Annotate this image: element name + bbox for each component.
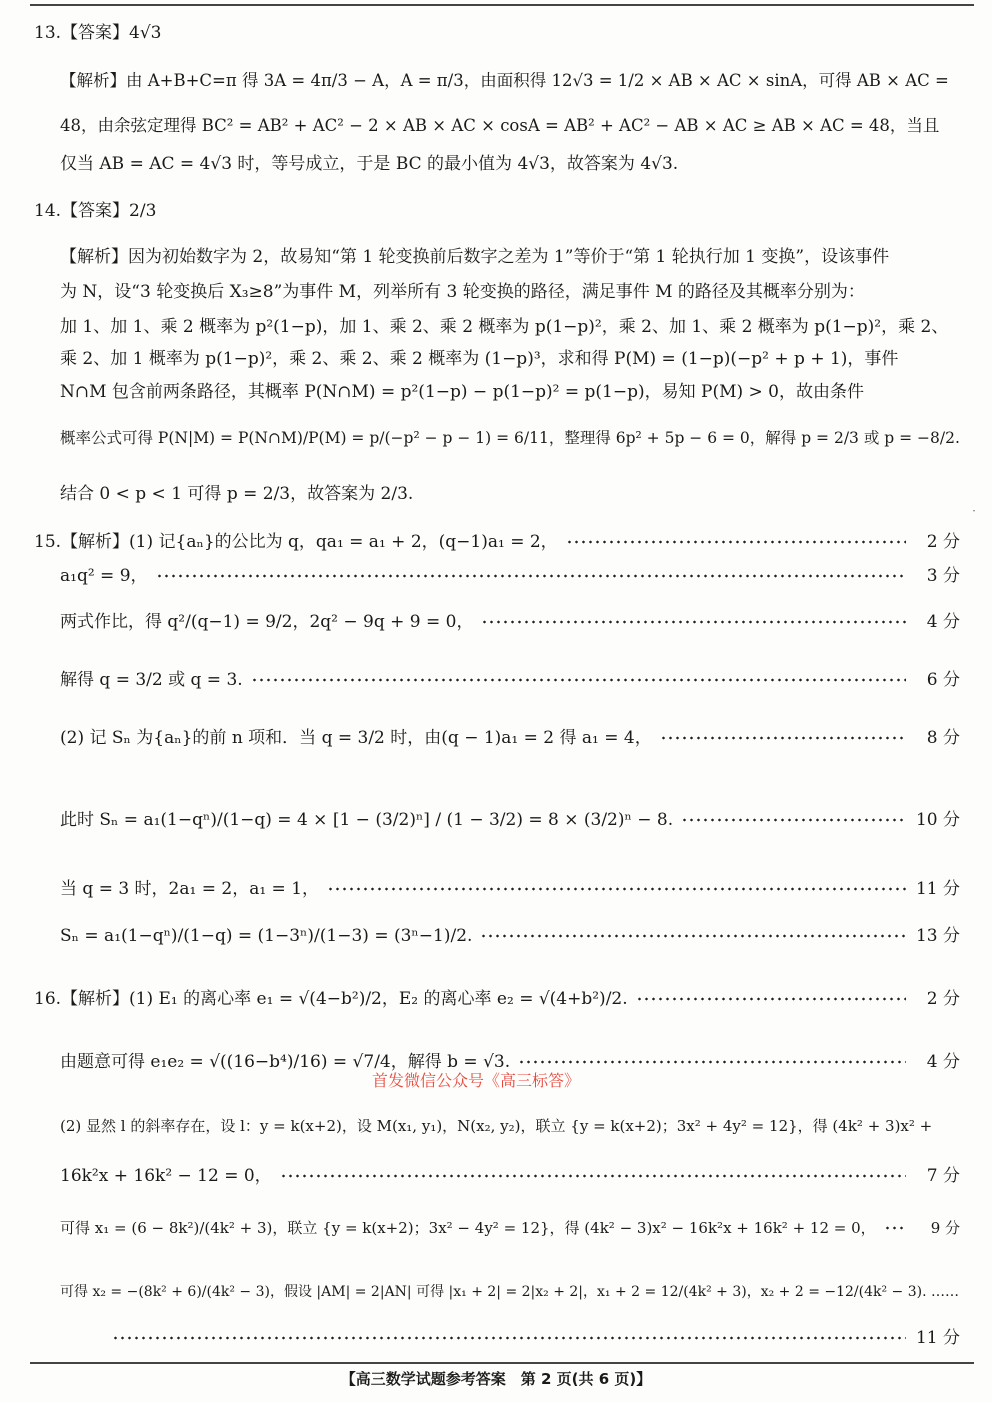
leader-dots — [480, 934, 906, 938]
q13-analysis-text-1: 【解析】由 A+B+C=π 得 3A = 4π/3 − A，A = π/3，由面积得 12√3 = 1/2 × AB × AC × sinA，可得 AB × AC = — [60, 71, 949, 90]
q15-text-8: Sₙ = a₁(1−qⁿ)/(1−q) = (1−3ⁿ)/(1−3) = (3ⁿ−1)/2. — [60, 926, 473, 946]
q14-analysis-text-2: 为 N，设“3 轮变换后 X₃≥8”为事件 M，列举所有 3 轮变换的路径，满足事件 M 的路径及其概率分别为： — [60, 282, 865, 302]
q13-analysis-line-3 — [60, 153, 960, 175]
q15-text-4: 解得 q = 3/2 或 q = 3. — [60, 670, 243, 690]
q14-analysis-text-3: 加 1、加 1、乘 2 概率为 p²(1−p)，加 1、乘 2、乘 2 概率为 p(1−p)²，乘 2、加 1、乘 2 概率为 p(1−p)²，乘 2、 — [60, 317, 949, 337]
q15-line-5 — [60, 727, 960, 749]
q13-analysis-text-3: 仅当 AB = AC = 4√3 时，等号成立，于是 BC 的最小值为 4√3，故答案为 4√3. — [60, 154, 679, 174]
leader-dots — [280, 1174, 906, 1178]
q16-text-1: 16.【解析】(1) E₁ 的离心率 e₁ = √(4−b²)/2，E₂ 的离心率 e₂ = √(4+b²)/2. — [34, 989, 628, 1009]
q13-analysis-line-1 — [60, 70, 960, 92]
q16-line-5 — [60, 1217, 960, 1239]
bottom-rule — [30, 1362, 974, 1364]
q15-text-7: 当 q = 3 时，2a₁ = 2，a₁ = 1， — [60, 879, 320, 899]
q14-analysis-text-4: 乘 2、加 1 概率为 p(1−p)²，乘 2、乘 2、乘 2 概率为 (1−p)³，求和得 P(M) = (1−p)(−p² + p + 1)，事件 — [60, 349, 899, 369]
leader-dots — [681, 818, 906, 822]
q13-answer-line — [34, 22, 960, 44]
q15-score-1: 2 分 — [926, 532, 960, 552]
q16-text-5: 可得 x₁ = (6 − 8k²)/(4k² + 3)，联立 {y = k(x+2)；3x² − 4y² = 12}，得 (4k² − 3)x² − 16k²x + 16k² + 12 = 0， — [60, 1219, 876, 1237]
top-rule — [30, 4, 974, 6]
q13-analysis-line-2 — [60, 115, 960, 137]
leader-dots — [327, 887, 906, 891]
leader-dots — [884, 1226, 906, 1230]
q16-text-6: 可得 x₂ = −(8k² + 6)/(4k² − 3)，假设 |AM| = 2|AN| 可得 |x₁ + 2| = 2|x₂ + 2|，x₁ + 2 = 12/(4k² + 3)，x₂ + 2 = −12/(4k² − 3). …… — [60, 1284, 960, 1300]
leader-dots — [518, 1060, 906, 1064]
q16-score-4: 7 分 — [926, 1166, 960, 1186]
edge-mark: · — [972, 504, 976, 518]
q15-line-7 — [60, 878, 960, 900]
q16-line-4 — [60, 1165, 960, 1187]
leader-dots — [660, 736, 906, 740]
q15-line-6 — [60, 809, 960, 831]
q14-analysis-text-1: 【解析】因为初始数字为 2，故易知“第 1 轮变换前后数字之差为 1”等价于“第 1 轮执行加 1 变换”，设该事件 — [60, 247, 890, 267]
q14-analysis-line-5 — [60, 381, 960, 403]
q14-analysis-line-4 — [60, 348, 960, 370]
q15-score-5: 8 分 — [926, 728, 960, 748]
q15-text-3: 两式作比，得 q²/(q−1) = 9/2，2q² − 9q + 9 = 0， — [60, 612, 474, 632]
q15-line-4 — [60, 669, 960, 691]
watermark-text: 首发微信公众号《高三标答》 — [372, 1071, 581, 1090]
q14-analysis-text-5: N∩M 包含前两条路径，其概率 P(N∩M) = p²(1−p) − p(1−p)² = p(1−p)，易知 P(M) > 0，故由条件 — [60, 382, 864, 402]
q16-line-1 — [34, 988, 960, 1010]
q14-analysis-line-7 — [60, 483, 960, 505]
q14-answer-text: 14.【答案】2/3 — [34, 201, 157, 221]
leader-dots — [251, 678, 906, 682]
q16-score-1: 2 分 — [926, 989, 960, 1009]
q16-text-3: (2) 显然 l 的斜率存在，设 l：y = k(x+2)，设 M(x₁, y₁)，N(x₂, y₂)，联立 {y = k(x+2)；3x² + 4y² = 12}，得 (4k² + 3)x² + — [60, 1117, 933, 1135]
q14-analysis-line-3 — [60, 316, 960, 338]
q15-line-3 — [60, 611, 960, 633]
q15-score-3: 4 分 — [926, 612, 960, 632]
q16-score-5: 9 分 — [930, 1219, 960, 1237]
leader-dots — [156, 574, 906, 578]
q16-line-7 — [104, 1327, 960, 1349]
q13-analysis-text-2: 48，由余弦定理得 BC² = AB² + AC² − 2 × AB × AC × cosA = AB² + AC² − AB × AC ≥ AB × AC = 48，当且 — [60, 116, 940, 135]
q16-score-2: 4 分 — [926, 1052, 960, 1072]
q15-text-6: 此时 Sₙ = a₁(1−qⁿ)/(1−q) = 4 × [1 − (3/2)ⁿ] / (1 − 3/2) = 8 × (3/2)ⁿ − 8. — [60, 810, 674, 830]
q16-line-6 — [60, 1281, 960, 1303]
leader-dots — [636, 997, 906, 1001]
q15-line-2 — [60, 565, 960, 587]
q14-analysis-text-7: 结合 0 < p < 1 可得 p = 2/3，故答案为 2/3. — [60, 484, 414, 504]
q16-score-7: 11 分 — [915, 1328, 960, 1348]
q13-answer-text: 13.【答案】4√3 — [34, 23, 162, 43]
q15-line-8 — [60, 925, 960, 947]
leader-dots — [566, 540, 906, 544]
q14-analysis-line-2 — [60, 281, 960, 303]
leader-dots — [481, 620, 906, 624]
page-footer: 【高三数学试题参考答案 第 2 页(共 6 页)】 — [340, 1370, 652, 1388]
q15-score-8: 13 分 — [915, 926, 960, 946]
q15-score-4: 6 分 — [926, 670, 960, 690]
q14-analysis-text-6: 概率公式可得 P(N|M) = P(N∩M)/P(M) = p/(−p² − p − 1) = 6/11，整理得 6p² + 5p − 6 = 0，解得 p = 2/3 或 p = −8/2. — [60, 429, 960, 447]
q15-score-2: 3 分 — [926, 566, 960, 586]
q15-text-5: (2) 记 Sₙ 为{aₙ}的前 n 项和．当 q = 3/2 时，由(q − 1)a₁ = 2 得 a₁ = 4， — [60, 728, 652, 748]
q14-answer-line — [34, 200, 960, 222]
q14-analysis-line-6 — [60, 427, 960, 449]
q16-line-3 — [60, 1115, 960, 1137]
q15-score-6: 10 分 — [915, 810, 960, 830]
q16-text-4: 16k²x + 16k² − 12 = 0， — [60, 1166, 272, 1186]
q15-text-1: 15.【解析】(1) 记{aₙ}的公比为 q，qa₁ = a₁ + 2，(q−1)a₁ = 2， — [34, 532, 558, 552]
q15-text-2: a₁q² = 9， — [60, 566, 148, 586]
q16-text-2: 由题意可得 e₁e₂ = √((16−b⁴)/16) = √7/4，解得 b = √3. — [60, 1052, 511, 1072]
q15-line-1 — [34, 531, 960, 553]
leader-dots — [112, 1336, 906, 1340]
q14-analysis-line-1 — [60, 246, 960, 268]
q15-score-7: 11 分 — [915, 879, 960, 899]
